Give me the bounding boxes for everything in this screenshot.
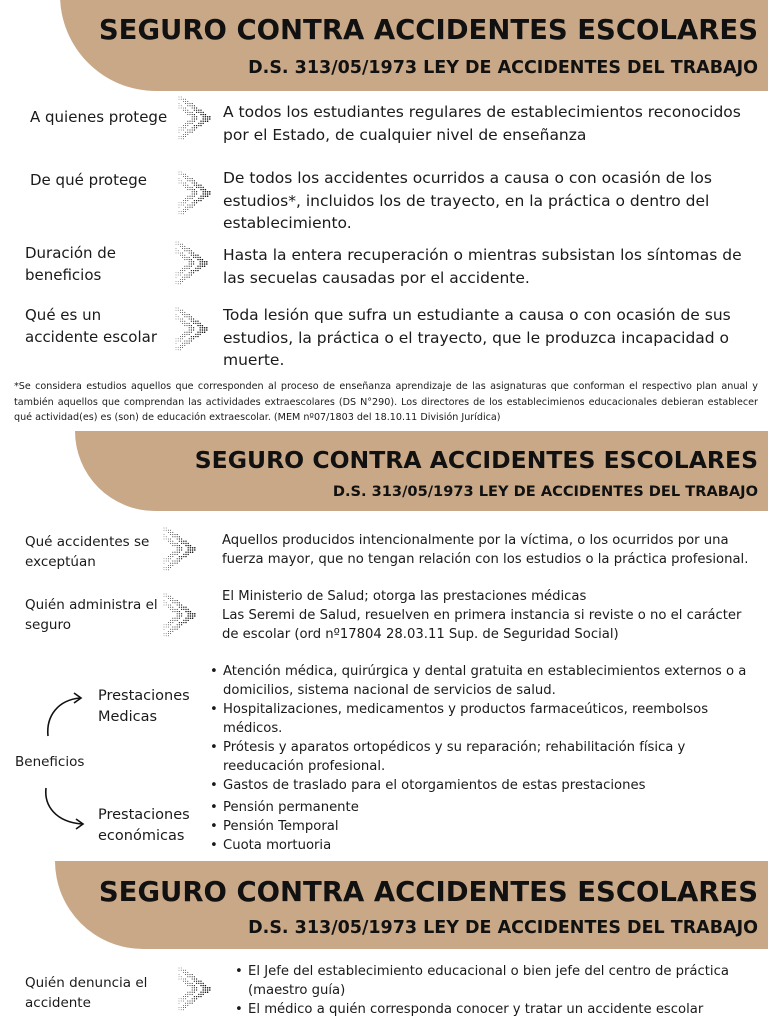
row-label: De qué protege	[30, 171, 147, 189]
section-subtitle: D.S. 313/05/1973 LEY DE ACCIDENTES DEL TRABAJO	[248, 918, 758, 938]
chevron-right-icon	[163, 593, 201, 637]
row-label: Quién administra el seguro	[25, 597, 158, 633]
row-label: A quienes protege	[30, 108, 168, 126]
list-item: • Atención médica, quirúrgica y dental gratuita en establecimientos externos o a domicilios, sistema nacional de servicios de salud.	[223, 662, 759, 700]
row-label: Duración de beneficios	[25, 244, 117, 284]
row-text: Toda lesión que sufra un estudiante a causa o con ocasión de sus estudios, la práctica o el trayecto, que le produzca incapacidad o muerte.	[223, 306, 731, 369]
section-title: SEGURO CONTRA ACCIDENTES ESCOLARES	[98, 876, 758, 908]
chevron-right-icon	[175, 241, 213, 285]
section-title: SEGURO CONTRA ACCIDENTES ESCOLARES	[194, 446, 758, 474]
list-item: • Pensión permanente	[223, 798, 623, 817]
list-item: • Pensión Temporal	[223, 817, 623, 836]
list-item: • El Jefe del establecimiento educacional o bien jefe del centro de práctica (maestro guía)	[248, 962, 748, 1000]
list-item: • Prótesis y aparatos ortopédicos y su reparación; rehabilitación física y reeducación profesional.	[223, 738, 759, 776]
row-label: Quién denuncia el accidente	[25, 975, 148, 1011]
list-item: • Cuota mortuoria	[223, 836, 623, 855]
chevron-right-icon	[178, 171, 216, 215]
page-subtitle: D.S. 313/05/1973 LEY DE ACCIDENTES DEL TRABAJO	[248, 58, 758, 78]
prestaciones-economicas-label: Prestaciones económicas	[98, 807, 190, 844]
list-item: • Hospitalizaciones, medicamentos y productos farmaceúticos, reembolsos médicos.	[223, 700, 759, 738]
list-item: • Gastos de traslado para el otorgamientos de estas prestaciones	[223, 776, 759, 795]
prestaciones-economicas-list	[207, 798, 623, 855]
row-text: A todos los estudiantes regulares de establecimientos reconocidos por el Estado, de cualquier nivel de enseñanza	[223, 103, 741, 144]
prestaciones-medicas-list	[207, 662, 759, 795]
chevron-right-icon	[175, 307, 213, 351]
row-text: Las Seremi de Salud, resuelven en primera instancia si reviste o no el carácter de escolar (ord nº17804 28.03.11 Sup. de Seguridad Social)	[222, 608, 742, 642]
row-text: El Ministerio de Salud; otorga las prestaciones médicas	[222, 589, 587, 604]
curved-arrow-down-icon	[40, 784, 90, 834]
curved-arrow-up-icon	[40, 690, 90, 740]
section-subtitle: D.S. 313/05/1973 LEY DE ACCIDENTES DEL TRABAJO	[332, 483, 758, 500]
denuncia-list	[232, 962, 748, 1019]
prestaciones-medicas-label: Prestaciones Medicas	[98, 688, 190, 725]
chevron-right-icon	[163, 527, 201, 571]
row-text: Aquellos producidos intencionalmente por la víctima, o los ocurridos por una fuerza mayor, que no tengan relación con los estudios o la práctica profesional.	[222, 533, 749, 567]
row-label: Qué es un accidente escolar	[25, 306, 157, 346]
row-text: De todos los accidentes ocurridos a causa o con ocasión de los estudios*, incluidos los de trayecto, en la práctica o dentro del establecimiento.	[223, 169, 712, 232]
footnote: *Se considera estudios aquellos que corresponden al proceso de enseñanza aprendizaje de las asignaturas que conforman el respectivo plan anual y también aquellos que comprendan las actividades extraescolares (DS N°290). Los directores de los establecimienos educacionales debieran establecer qué actividad(es) es (son) de educación extraescolar. (MEM nº07/1803 del 18.10.11 División Jurídica)	[14, 381, 758, 423]
chevron-right-icon	[178, 967, 216, 1011]
row-text: Hasta la entera recuperación o mientras subsistan los síntomas de las secuelas causadas por el accidente.	[223, 246, 742, 287]
row-label: Qué accidentes se exceptúan	[25, 534, 150, 570]
page-title: SEGURO CONTRA ACCIDENTES ESCOLARES	[98, 14, 758, 46]
beneficios-label: Beneficios	[15, 754, 85, 770]
list-item: • El médico a quién corresponda conocer y tratar un accidente escolar	[248, 1000, 748, 1019]
chevron-right-icon	[178, 96, 216, 140]
